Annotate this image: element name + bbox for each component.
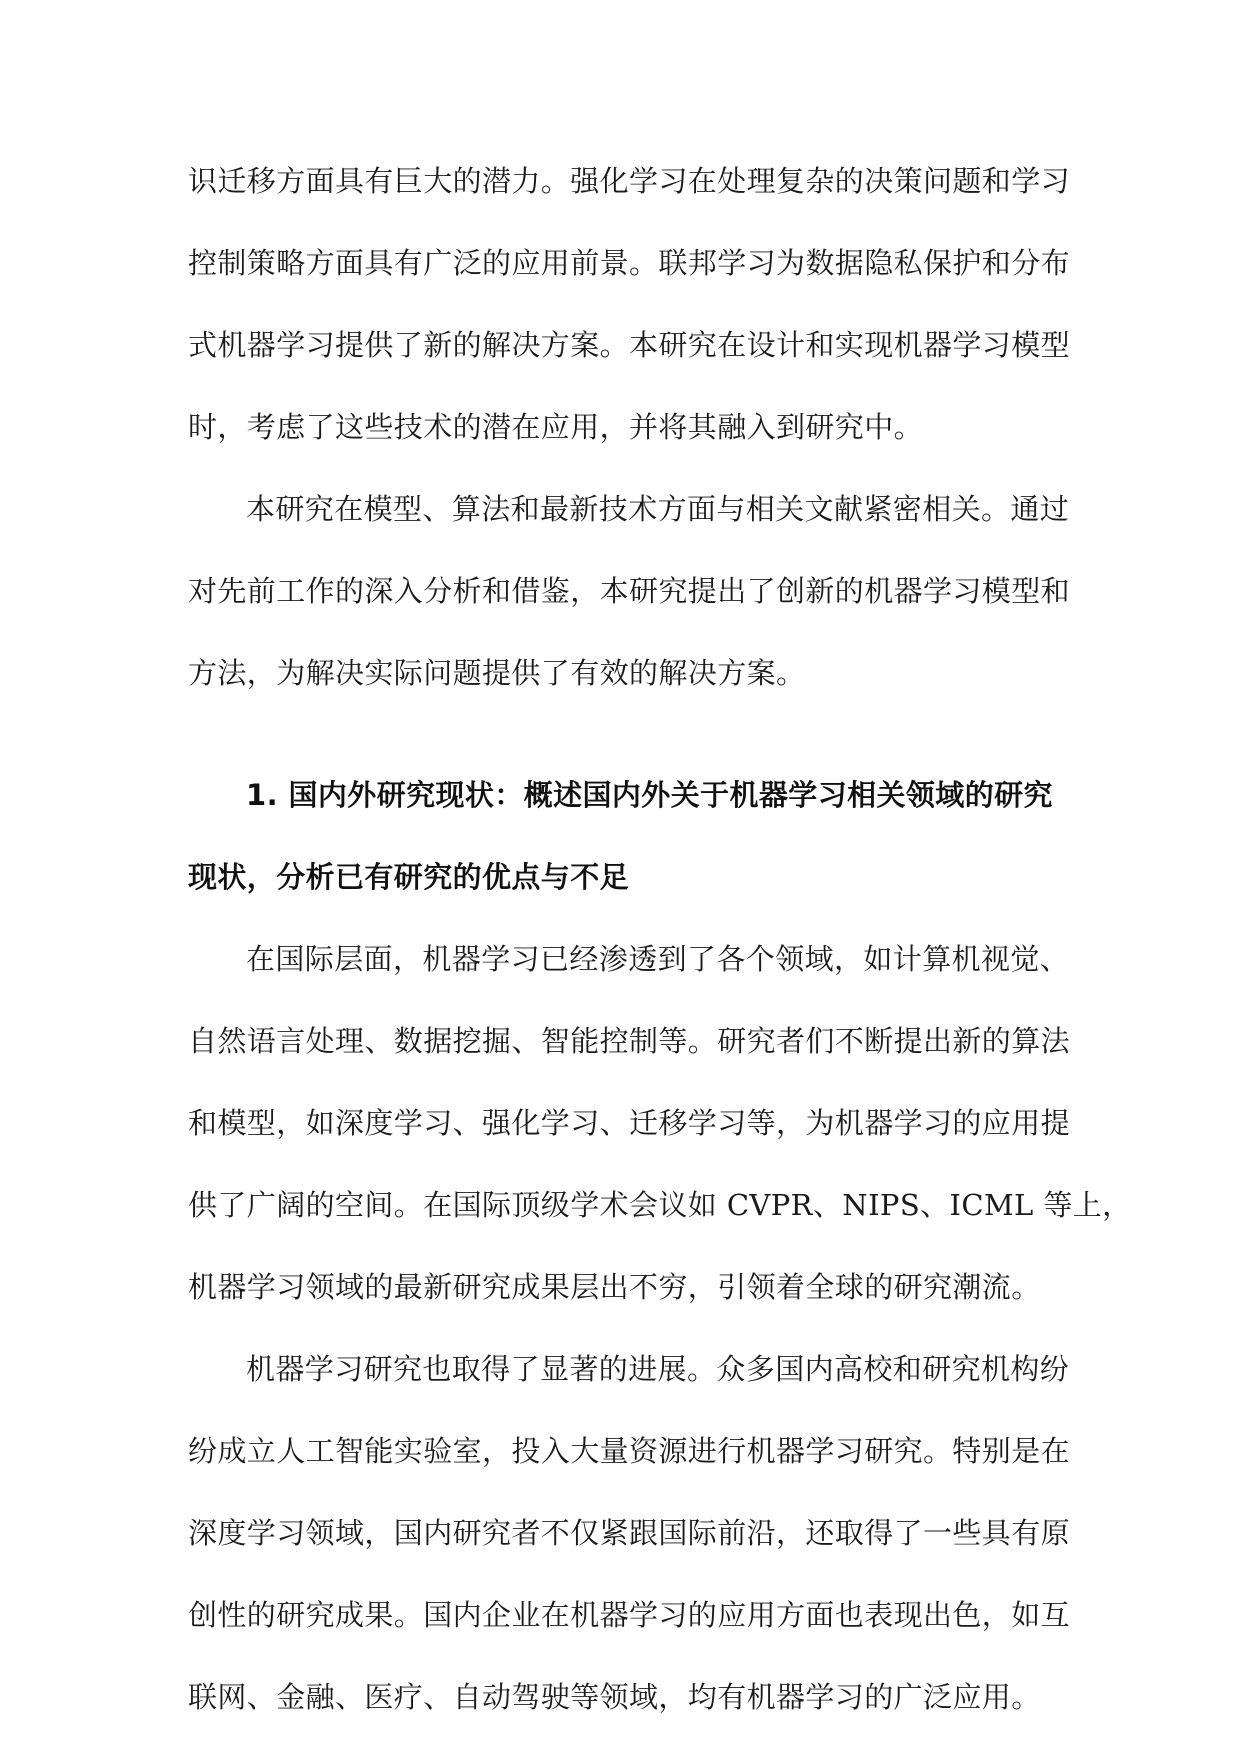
paragraph bbox=[188, 918, 1132, 1328]
document-body bbox=[188, 140, 1132, 1738]
text-line: 机器学习领域的最新研究成果层出不穷，引领着全球的研究潮流。 bbox=[188, 1270, 1041, 1304]
text-line: 识迁移方面具有巨大的潜力。强化学习在处理复杂的决策问题和学习 bbox=[188, 164, 1071, 198]
text-line: 对先前工作的深入分析和借鉴，本研究提出了创新的机器学习模型和 bbox=[188, 574, 1071, 608]
text-line: 本研究在模型、算法和最新技术方面与相关文献紧密相关。通过 bbox=[246, 492, 1070, 526]
text-line: 和模型，如深度学习、强化学习、迁移学习等，为机器学习的应用提 bbox=[188, 1106, 1071, 1140]
heading-line: 现状，分析已有研究的优点与不足 bbox=[188, 860, 630, 894]
text-line: 时，考虑了这些技术的潜在应用，并将其融入到研究中。 bbox=[188, 410, 924, 444]
paragraph bbox=[188, 140, 1071, 468]
paragraph bbox=[188, 1328, 1071, 1738]
text-line: 纷成立人工智能实验室，投入大量资源进行机器学习研究。特别是在 bbox=[188, 1434, 1071, 1468]
text-line: 创性的研究成果。国内企业在机器学习的应用方面也表现出色，如互 bbox=[188, 1598, 1071, 1632]
text-line: 联网、金融、医疗、自动驾驶等领域，均有机器学习的广泛应用。 bbox=[188, 1680, 1041, 1714]
section-spacer bbox=[188, 714, 1056, 754]
text-line: 方法，为解决实际问题提供了有效的解决方案。 bbox=[188, 656, 806, 690]
text-line: 深度学习领域，国内研究者不仅紧跟国际前沿，还取得了一些具有原 bbox=[188, 1516, 1071, 1550]
text-line: 控制策略方面具有广泛的应用前景。联邦学习为数据隐私保护和分布 bbox=[188, 246, 1071, 280]
section-heading bbox=[188, 754, 1056, 918]
text-line: 机器学习研究也取得了显著的进展。众多国内高校和研究机构纷 bbox=[246, 1352, 1070, 1386]
text-line: 自然语言处理、数据挖掘、智能控制等。研究者们不断提出新的算法 bbox=[188, 1024, 1071, 1058]
text-line: 式机器学习提供了新的解决方案。本研究在设计和实现机器学习模型 bbox=[188, 328, 1071, 362]
heading-line: 1. 国内外研究现状：概述国内外关于机器学习相关领域的研究 bbox=[246, 778, 1053, 812]
text-line: 在国际层面，机器学习已经渗透到了各个领域，如计算机视觉、 bbox=[246, 942, 1070, 976]
paragraph bbox=[188, 468, 1071, 714]
text-line: 供了广阔的空间。在国际顶级学术会议如 CVPR、NIPS、ICML 等上， bbox=[188, 1188, 1132, 1222]
